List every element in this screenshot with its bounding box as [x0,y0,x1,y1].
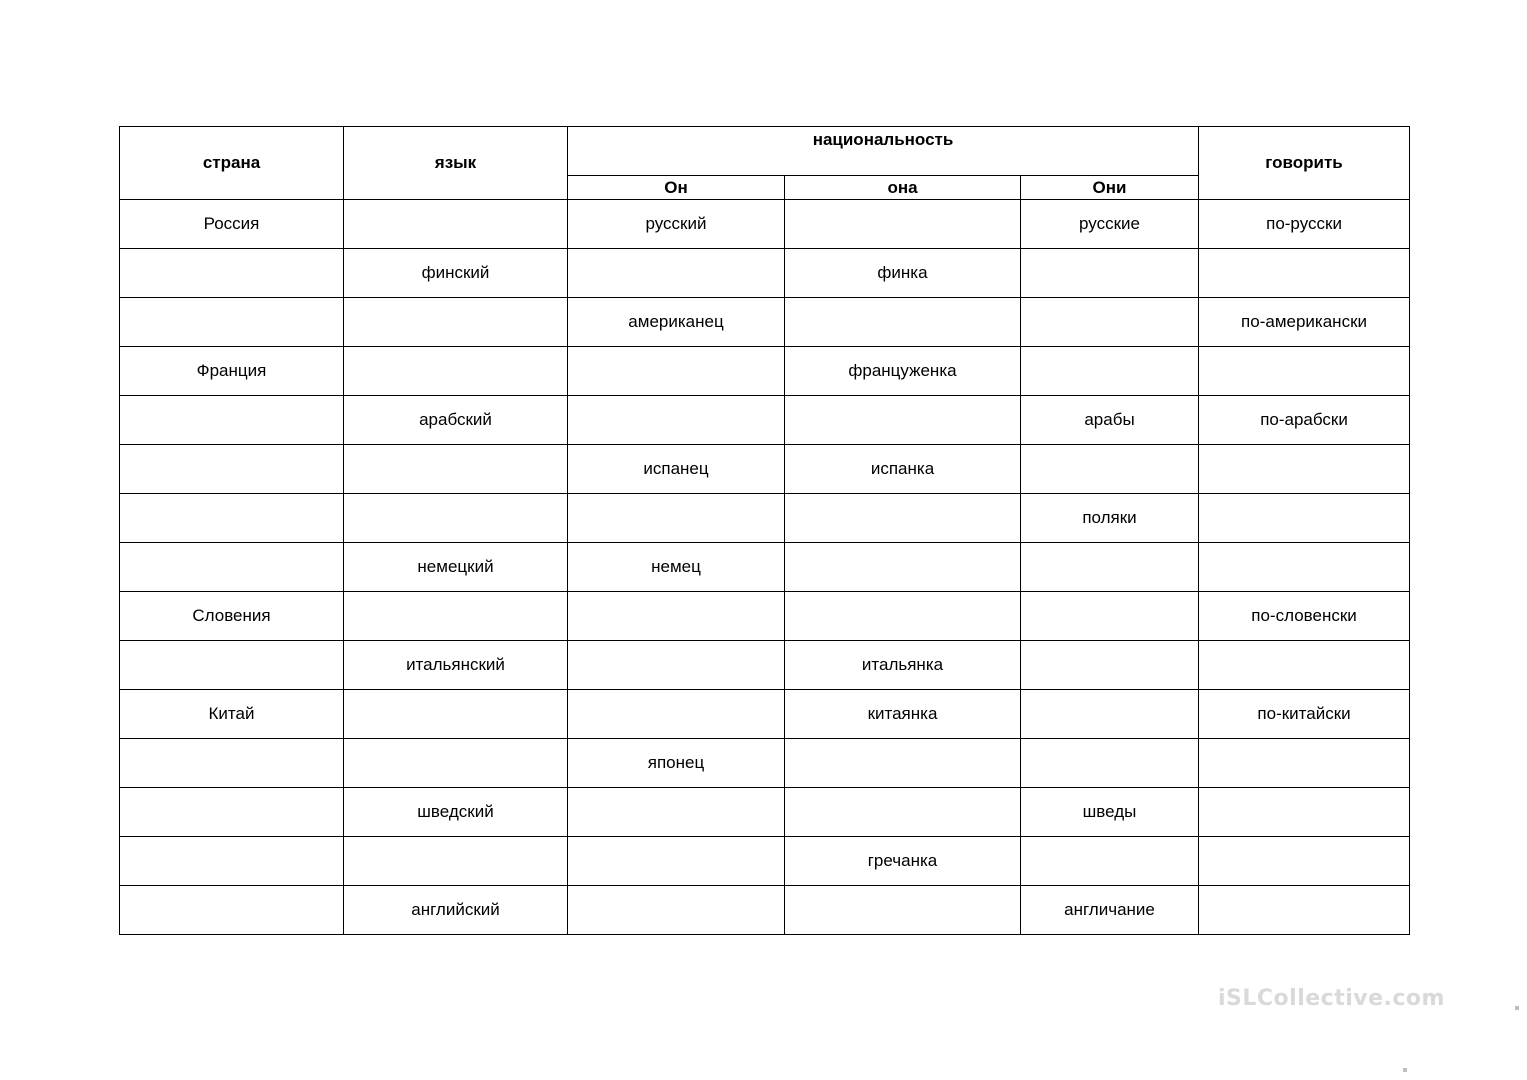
cell-he: японец [568,739,785,788]
cell-they [1021,641,1199,690]
cell-he: американец [568,298,785,347]
cell-language [344,592,568,641]
cell-country [120,249,344,298]
cell-country: Франция [120,347,344,396]
cell-he [568,886,785,935]
cell-he [568,249,785,298]
cell-she [785,788,1021,837]
cell-they [1021,298,1199,347]
cell-country: Россия [120,200,344,249]
cell-language: арабский [344,396,568,445]
cell-he [568,690,785,739]
cell-they [1021,592,1199,641]
table-row [120,347,1410,396]
table-row [120,200,1410,249]
table-row [120,690,1410,739]
cell-country [120,543,344,592]
cell-she [785,298,1021,347]
cell-he [568,592,785,641]
cell-she: итальянка [785,641,1021,690]
cell-country [120,298,344,347]
decorative-dot [1403,1068,1407,1072]
decorative-dot [1515,1006,1519,1010]
cell-she [785,494,1021,543]
cell-they: поляки [1021,494,1199,543]
cell-speak [1199,641,1410,690]
cell-speak [1199,739,1410,788]
cell-speak [1199,837,1410,886]
cell-he: русский [568,200,785,249]
header-she: она [785,176,1021,200]
header-language: язык [344,127,568,200]
table-row [120,494,1410,543]
nationality-table [119,126,1410,935]
cell-she [785,739,1021,788]
cell-they: шведы [1021,788,1199,837]
cell-she: француженка [785,347,1021,396]
cell-speak [1199,249,1410,298]
cell-she: гречанка [785,837,1021,886]
table-row [120,739,1410,788]
table-row [120,592,1410,641]
cell-she [785,200,1021,249]
cell-country [120,788,344,837]
header-nationality: национальность [568,127,1199,176]
cell-he: немец [568,543,785,592]
cell-language [344,347,568,396]
cell-they [1021,837,1199,886]
watermark-logo: iSLCollective.com [1218,986,1445,1011]
cell-she [785,886,1021,935]
cell-country [120,739,344,788]
table-row [120,641,1410,690]
cell-they [1021,445,1199,494]
cell-he [568,837,785,886]
cell-language [344,690,568,739]
cell-he [568,641,785,690]
cell-he [568,788,785,837]
table-row [120,445,1410,494]
cell-she: китаянка [785,690,1021,739]
cell-speak [1199,494,1410,543]
cell-she [785,543,1021,592]
cell-speak [1199,886,1410,935]
cell-they [1021,739,1199,788]
header-speak: говорить [1199,127,1410,200]
cell-they [1021,543,1199,592]
cell-country [120,445,344,494]
cell-country [120,396,344,445]
cell-she: финка [785,249,1021,298]
cell-she [785,592,1021,641]
cell-she: испанка [785,445,1021,494]
cell-speak: по-арабски [1199,396,1410,445]
cell-country [120,641,344,690]
table-row [120,543,1410,592]
cell-they: англичание [1021,886,1199,935]
table-row [120,886,1410,935]
cell-language [344,739,568,788]
table-row [120,249,1410,298]
cell-language [344,837,568,886]
cell-they [1021,249,1199,298]
cell-language [344,298,568,347]
cell-he [568,396,785,445]
cell-they: арабы [1021,396,1199,445]
table-body [120,200,1410,935]
cell-she [785,396,1021,445]
cell-language [344,494,568,543]
cell-speak: по-американски [1199,298,1410,347]
cell-speak [1199,788,1410,837]
cell-country [120,837,344,886]
cell-language: шведский [344,788,568,837]
table-row [120,396,1410,445]
cell-he: испанец [568,445,785,494]
cell-they [1021,690,1199,739]
cell-language: английский [344,886,568,935]
cell-country: Китай [120,690,344,739]
cell-speak [1199,543,1410,592]
table-row [120,788,1410,837]
table-row [120,298,1410,347]
header-country: страна [120,127,344,200]
cell-he [568,494,785,543]
cell-speak: по-словенски [1199,592,1410,641]
cell-country: Словения [120,592,344,641]
header-he: Он [568,176,785,200]
table-row [120,837,1410,886]
cell-country [120,886,344,935]
cell-speak: по-китайски [1199,690,1410,739]
cell-they: русские [1021,200,1199,249]
cell-they [1021,347,1199,396]
cell-language [344,445,568,494]
header-they: Они [1021,176,1199,200]
cell-language: немецкий [344,543,568,592]
cell-country [120,494,344,543]
cell-language: итальянский [344,641,568,690]
cell-language: финский [344,249,568,298]
cell-language [344,200,568,249]
cell-speak [1199,347,1410,396]
cell-speak: по-русски [1199,200,1410,249]
cell-he [568,347,785,396]
cell-speak [1199,445,1410,494]
